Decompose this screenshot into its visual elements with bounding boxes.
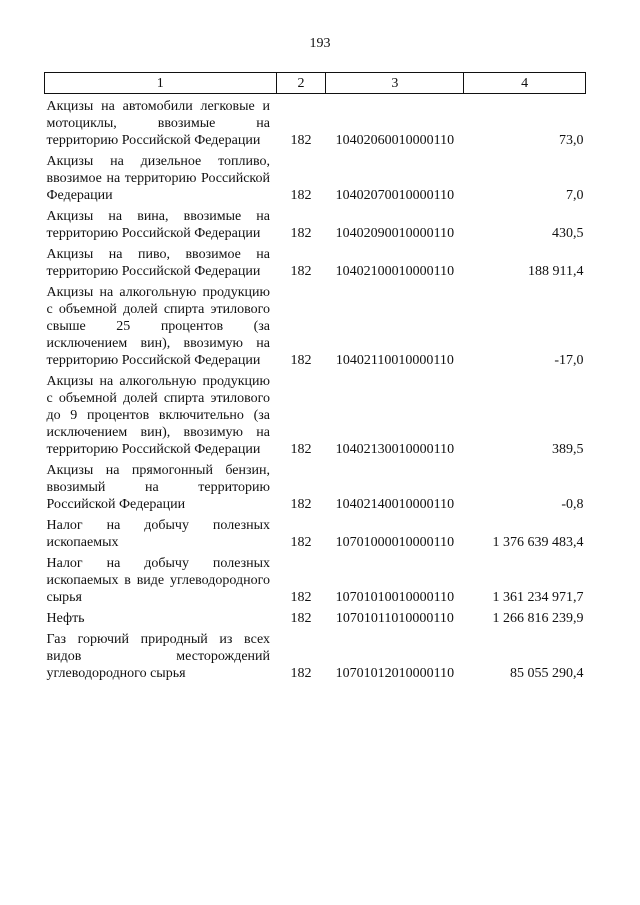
row-budget-code-cell: 10701011010000110 xyxy=(335,611,454,626)
table-header xyxy=(45,73,586,94)
row-name-cell: Налог на добычу полезных ископаемых в виде углеводородного сырья xyxy=(46,556,271,605)
row-admin-code-cell: 182 xyxy=(290,497,312,512)
row-admin-code-cell: 182 xyxy=(290,442,312,457)
row-admin-code-cell: 182 xyxy=(290,535,312,550)
row-amount-cell: 1 361 234 971,7 xyxy=(492,590,584,605)
table-row xyxy=(45,369,586,458)
table-row xyxy=(45,149,586,204)
row-admin-code-cell: 182 xyxy=(290,590,312,605)
row-budget-code-cell: 10701010010000110 xyxy=(335,590,455,605)
row-name-cell: Акцизы на алкогольную продукцию с объемной долей спирта этилового свыше 25 процентов (за исключением вин), ввозимую на территорию Российской Федерации xyxy=(46,285,271,368)
row-admin-code-cell: 182 xyxy=(290,226,312,241)
row-name-cell: Акцизы на пиво, ввозимое на территорию Российской Федерации xyxy=(46,247,271,279)
row-name-cell: Акцизы на дизельное топливо, ввозимое на территорию Российской Федерации xyxy=(46,154,271,203)
row-admin-code-cell: 182 xyxy=(290,353,312,368)
row-budget-code-cell: 10701012010000110 xyxy=(335,666,455,681)
row-amount-cell: 85 055 290,4 xyxy=(510,666,584,681)
row-name-cell: Налог на добычу полезных ископаемых xyxy=(46,518,271,550)
row-admin-code-cell: 182 xyxy=(290,264,312,279)
table-row xyxy=(45,242,586,280)
row-admin-code-cell: 182 xyxy=(290,188,312,203)
row-name-cell: Акцизы на алкогольную продукцию с объемной долей спирта этилового до 9 процентов включительно (за исключением вин), ввозимую на территорию Российской Федерации xyxy=(46,374,271,457)
table-row xyxy=(45,513,586,551)
row-budget-code-cell: 10402070010000110 xyxy=(335,188,455,203)
header-col-1: 1 xyxy=(45,73,277,94)
row-amount-cell: 188 911,4 xyxy=(528,264,584,279)
budget-table xyxy=(44,72,586,682)
page-number: 193 xyxy=(309,36,331,51)
header-col-3: 3 xyxy=(326,73,464,94)
table-row xyxy=(45,458,586,513)
row-name-cell: Акцизы на прямогонный бензин, ввозимый на территорию Российской Федерации xyxy=(46,463,271,512)
row-amount-cell: 7,0 xyxy=(566,188,584,203)
row-admin-code-cell: 182 xyxy=(290,611,312,626)
row-budget-code-cell: 10402100010000110 xyxy=(335,264,455,279)
header-row xyxy=(45,73,586,94)
table-row xyxy=(45,94,586,150)
table-row xyxy=(45,627,586,682)
row-name-cell: Газ горючий природный из всех видов месторождений углеводородного сырья xyxy=(46,632,271,681)
row-budget-code-cell: 10402060010000110 xyxy=(335,133,455,148)
table-body xyxy=(45,94,586,683)
row-budget-code-cell: 10402110010000110 xyxy=(335,353,454,368)
row-budget-code-cell: 10402090010000110 xyxy=(335,226,455,241)
table-row xyxy=(45,280,586,369)
row-budget-code-cell: 10402130010000110 xyxy=(335,442,455,457)
table-row xyxy=(45,204,586,242)
row-admin-code-cell: 182 xyxy=(290,666,312,681)
row-amount-cell: 73,0 xyxy=(559,133,584,148)
row-admin-code-cell: 182 xyxy=(290,133,312,148)
row-budget-code-cell: 10701000010000110 xyxy=(335,535,455,550)
row-name-cell: Акцизы на автомобили легковые и мотоциклы, ввозимые на территорию Российской Федерации xyxy=(46,99,271,148)
row-budget-code-cell: 10402140010000110 xyxy=(335,497,455,512)
header-col-2: 2 xyxy=(276,73,326,94)
table-row xyxy=(45,551,586,606)
row-amount-cell: 389,5 xyxy=(552,442,584,457)
row-amount-cell: -17,0 xyxy=(554,353,584,368)
row-amount-cell: 430,5 xyxy=(552,226,584,241)
row-amount-cell: -0,8 xyxy=(561,497,584,512)
table-row xyxy=(45,606,586,627)
row-amount-cell: 1 376 639 483,4 xyxy=(492,535,584,550)
header-col-4: 4 xyxy=(464,73,586,94)
row-name-cell: Акцизы на вина, ввозимые на территорию Российской Федерации xyxy=(46,209,271,241)
row-amount-cell: 1 266 816 239,9 xyxy=(492,611,584,626)
row-name-cell: Нефть xyxy=(46,611,85,626)
